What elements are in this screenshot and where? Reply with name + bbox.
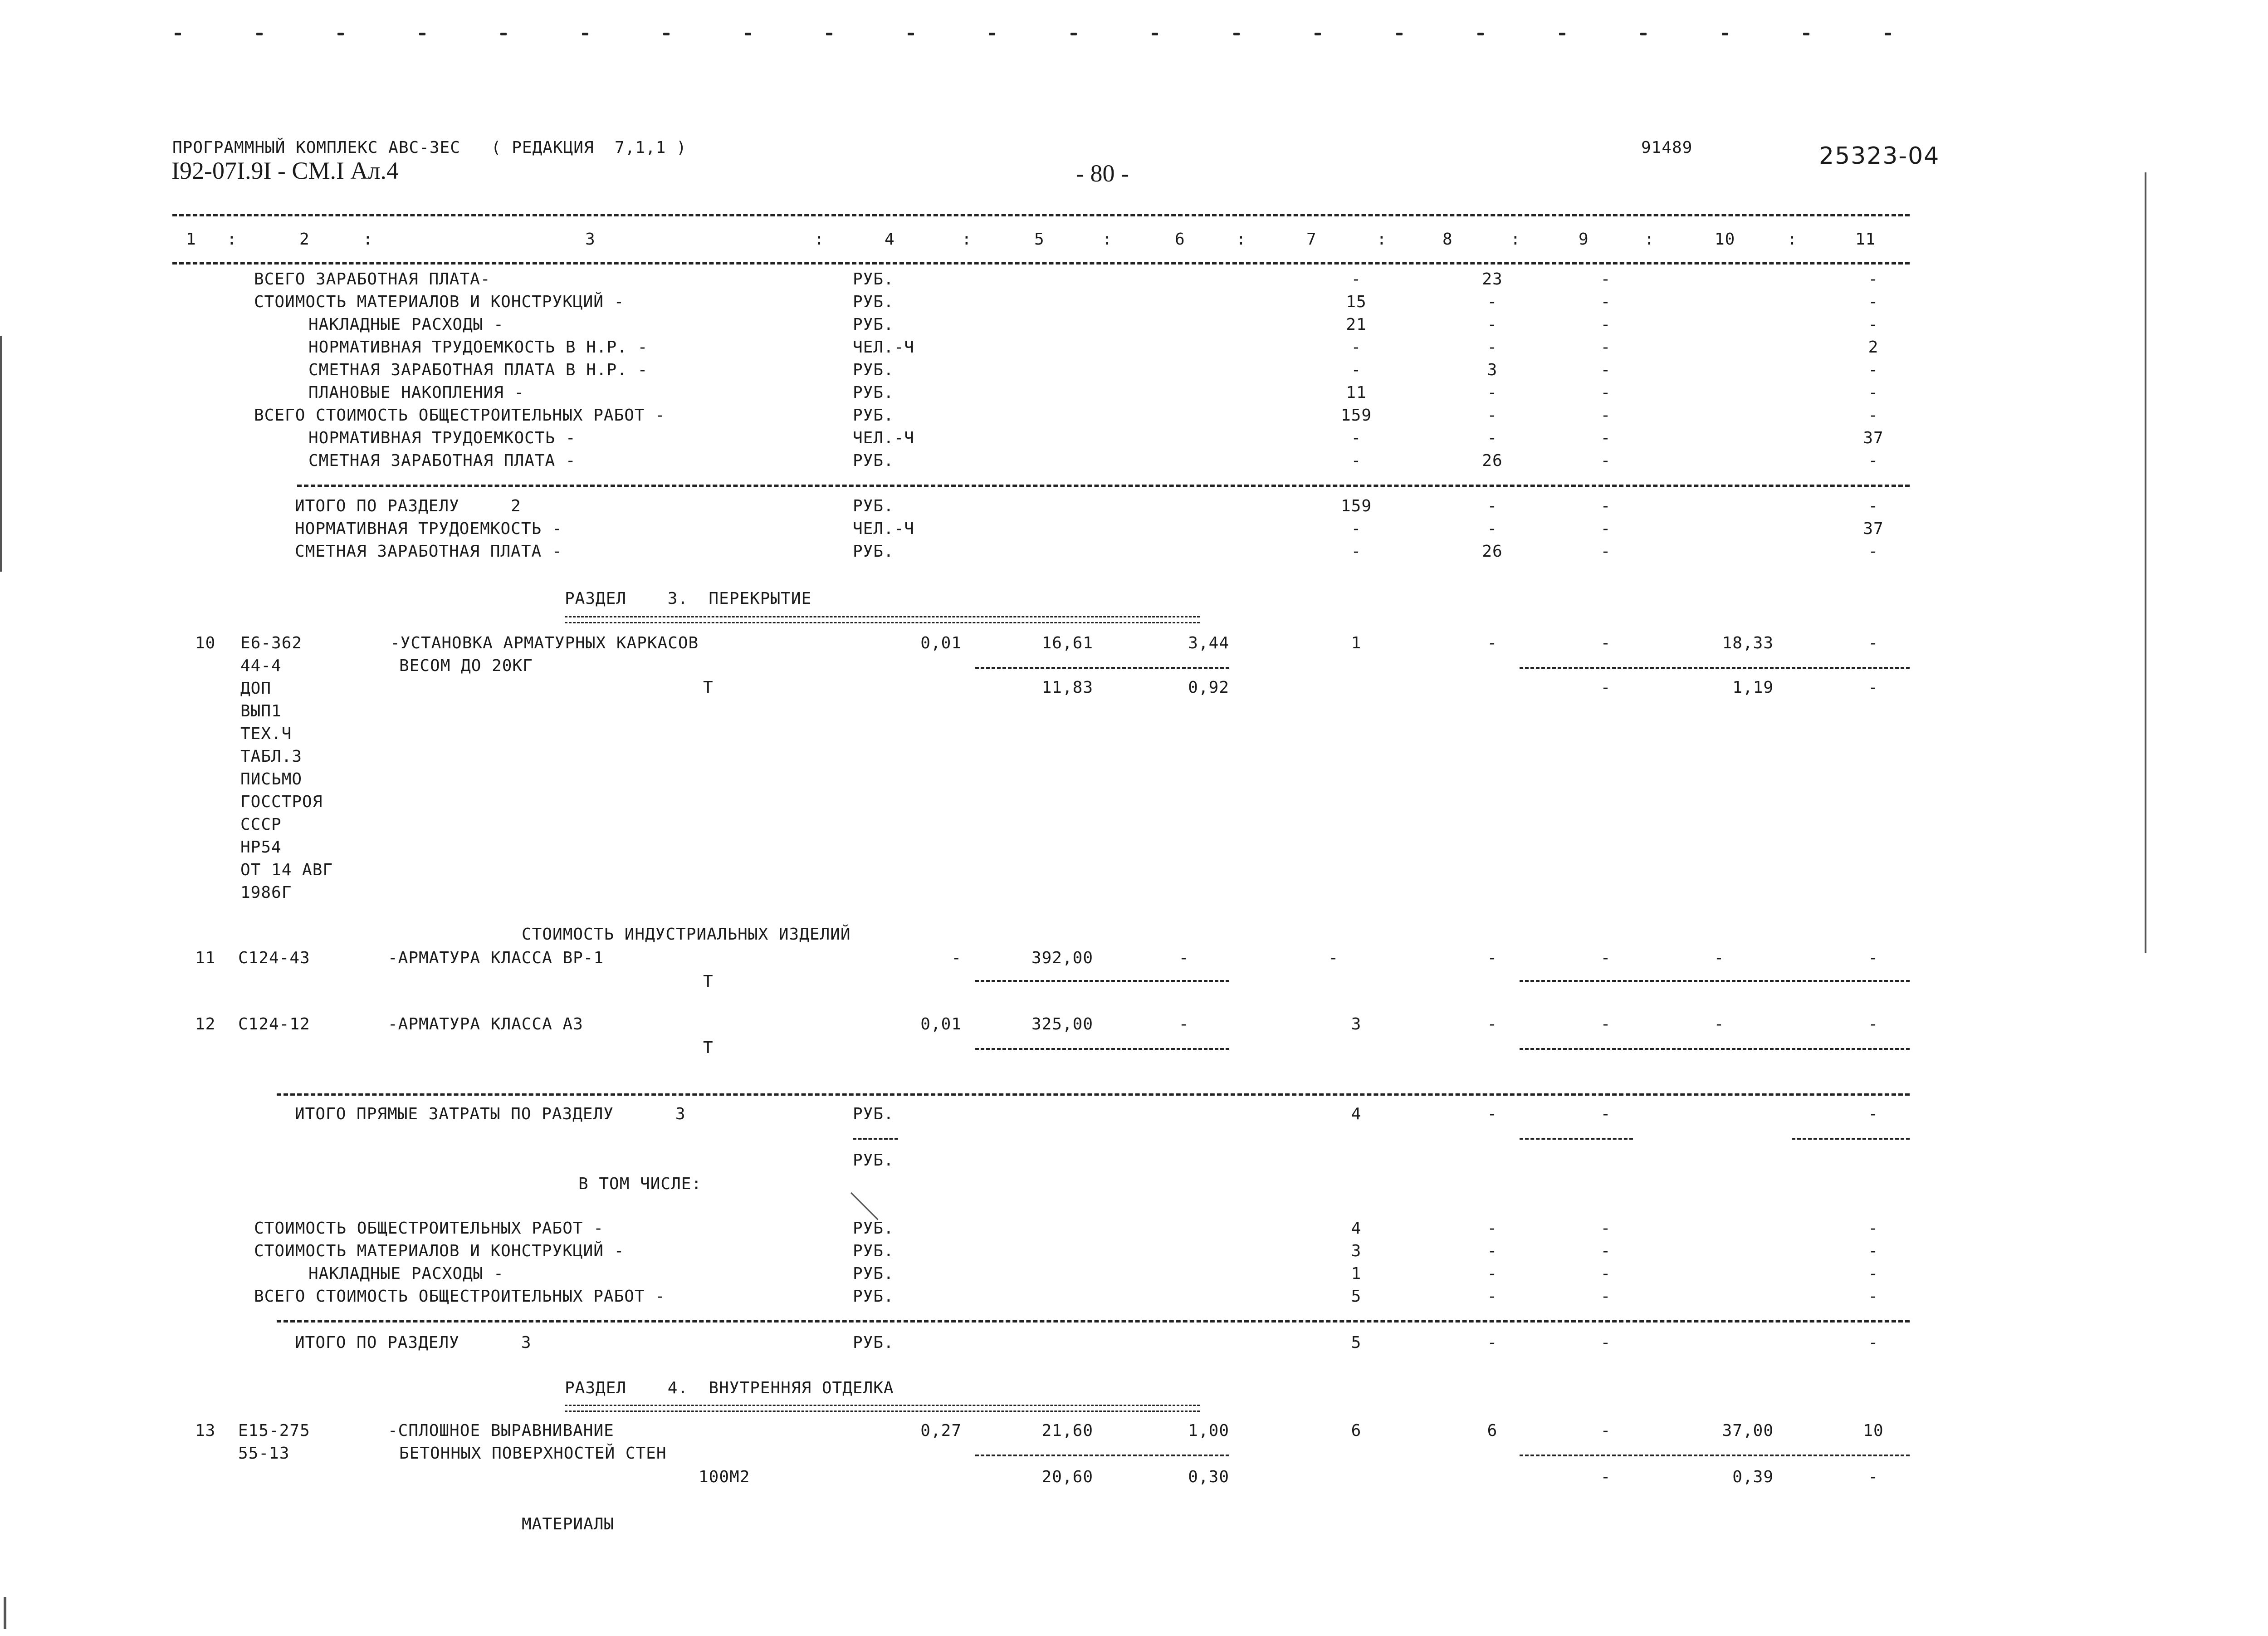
row-label: НАКЛАДНЫЕ РАСХОДЫ - — [308, 315, 504, 334]
cell-rule — [1520, 980, 1910, 982]
col9-value: - — [1600, 361, 1611, 379]
industrial-products-heading: СТОИМОСТЬ ИНДУСТРИАЛЬНЫХ ИЗДЕЛИЙ — [522, 925, 851, 944]
row-label: СТОИМОСТЬ МАТЕРИАЛОВ И КОНСТРУКЦИЙ - — [254, 293, 625, 311]
row-unit: РУБ. — [853, 315, 894, 334]
column-separator: : — [1377, 230, 1387, 249]
col10-value: 0,39 — [1732, 1468, 1774, 1486]
document-code: I92-07I.9I - СМ.I Ал.4 — [171, 157, 399, 184]
punch-mark — [908, 33, 914, 35]
row-label: НОРМАТИВНАЯ ТРУДОЕМКОСТЬ - — [308, 429, 576, 447]
col7-value: 3 — [1351, 1242, 1362, 1260]
col8-value: 6 — [1487, 1421, 1498, 1440]
item-description: -АРМАТУРА КЛАССА ВР-1 — [388, 949, 604, 967]
row-unit: ЧЕЛ.-Ч — [853, 429, 915, 447]
col10-value: 1,19 — [1732, 678, 1774, 697]
row-unit: РУБ. — [853, 1287, 894, 1306]
col11-value: - — [1868, 383, 1879, 402]
col9-value: - — [1600, 1468, 1611, 1486]
col11-value: - — [1868, 1287, 1879, 1306]
col11-value: - — [1868, 1242, 1879, 1260]
item-quantity: 0,27 — [920, 1421, 962, 1440]
row-label: СМЕТНАЯ ЗАРАБОТНАЯ ПЛАТА В Н.Р. - — [308, 361, 648, 379]
col7-value: 159 — [1340, 406, 1372, 425]
col11-value: 37 — [1863, 519, 1884, 538]
col7-value: 5 — [1351, 1287, 1362, 1306]
item-unit: Т — [703, 972, 714, 991]
justification-note: НР54 — [240, 838, 282, 857]
item-description: -СПЛОШНОЕ ВЫРАВНИВАНИЕ — [388, 1421, 614, 1440]
cell-rule — [975, 1048, 1229, 1050]
col9-value: - — [1600, 1333, 1611, 1352]
col7-value: 3 — [1351, 1015, 1362, 1034]
column-separator: : — [814, 230, 825, 249]
col11-value: - — [1868, 949, 1879, 967]
section3-title: РАЗДЕЛ 3. ПЕРЕКРЫТИЕ — [565, 589, 812, 608]
corner-mark — [4, 1597, 6, 1629]
section3-direct-rule — [277, 1093, 1910, 1096]
col6-value: 0,30 — [1188, 1468, 1229, 1486]
item-description: -УСТАНОВКА АРМАТУРНЫХ КАРКАСОВ — [390, 634, 699, 652]
col7-value: - — [1351, 542, 1362, 561]
justification-note: ОТ 14 АВГ — [240, 861, 333, 879]
punch-mark — [989, 33, 995, 35]
column-header-1: 1 — [186, 230, 196, 249]
section4-title-underline — [565, 1405, 1200, 1412]
cell-rule — [975, 667, 1229, 669]
col9-value: - — [1600, 429, 1611, 447]
col8-value: - — [1487, 1287, 1498, 1306]
col6-value: 1,00 — [1188, 1421, 1229, 1440]
cell-rule — [1520, 1048, 1910, 1050]
col9-value: - — [1600, 1421, 1611, 1440]
row-label: НОРМАТИВНАЯ ТРУДОЕМКОСТЬ - — [295, 519, 562, 538]
item-unit: Т — [703, 1038, 714, 1057]
col7-value: 11 — [1346, 383, 1367, 402]
col7-value: - — [1328, 949, 1339, 967]
punch-mark — [500, 33, 507, 35]
col7-value: 159 — [1340, 497, 1372, 515]
section2-subtotal-rule — [297, 485, 1910, 487]
row-unit: РУБ. — [853, 361, 894, 379]
item-number: 11 — [195, 949, 216, 967]
punch-mark — [1559, 33, 1565, 35]
punch-mark — [1152, 33, 1158, 35]
item-code: С124-12 — [238, 1015, 310, 1034]
col5-value: 20,60 — [1041, 1468, 1093, 1486]
cell-rule — [1520, 667, 1910, 669]
row-unit: РУБ. — [853, 383, 894, 402]
col11-value: 37 — [1863, 429, 1884, 447]
col9-value: - — [1600, 270, 1611, 289]
column-separator: : — [1510, 230, 1521, 249]
col9-value: - — [1600, 383, 1611, 402]
col7-value: - — [1351, 451, 1362, 470]
punch-mark — [1396, 33, 1403, 35]
col6-value: - — [1178, 949, 1189, 967]
col9-value: - — [1600, 1105, 1611, 1123]
punch-mark — [419, 33, 425, 35]
column-header-3: 3 — [585, 230, 596, 249]
col8-value: - — [1487, 497, 1498, 515]
item-description-2: БЕТОННЫХ ПОВЕРХНОСТЕЙ СТЕН — [399, 1444, 667, 1463]
column-header-4: 4 — [885, 230, 895, 249]
col8-value: - — [1487, 1242, 1498, 1260]
margin-rule-right — [2145, 172, 2146, 953]
row-unit: РУБ. — [853, 1333, 894, 1352]
col11-value: - — [1868, 678, 1879, 697]
col9-value: - — [1600, 315, 1611, 334]
cell-rule — [1792, 1138, 1910, 1140]
col10-value: 37,00 — [1722, 1421, 1774, 1440]
col7-value: 1 — [1351, 634, 1362, 652]
justification-note: ТЕХ.Ч — [240, 725, 292, 743]
program-header: ПРОГРАММНЫЙ КОМПЛЕКС АВС-3ЕС ( РЕДАКЦИЯ 7,1,1 ) — [172, 138, 687, 157]
col9-value: - — [1600, 451, 1611, 470]
row-label: НОРМАТИВНАЯ ТРУДОЕМКОСТЬ В Н.Р. - — [308, 338, 648, 357]
item-unit: Т — [703, 678, 714, 697]
row-label: ВСЕГО СТОИМОСТЬ ОБЩЕСТРОИТЕЛЬНЫХ РАБОТ - — [254, 1287, 665, 1306]
slash-mark — [850, 1192, 879, 1220]
col10-value: - — [1714, 1015, 1725, 1034]
col7-value: 5 — [1351, 1333, 1362, 1352]
header-code-right: 25323-04 — [1819, 142, 1940, 170]
col9-value: - — [1600, 1219, 1611, 1238]
row-unit: ЧЕЛ.-Ч — [853, 338, 915, 357]
col5-value: 11,83 — [1041, 678, 1093, 697]
row-label: СМЕТНАЯ ЗАРАБОТНАЯ ПЛАТА - — [295, 542, 562, 561]
column-header-8: 8 — [1442, 230, 1453, 249]
row-label: СМЕТНАЯ ЗАРАБОТНАЯ ПЛАТА - — [308, 451, 576, 470]
col11-value: - — [1868, 451, 1879, 470]
col5-value: 21,60 — [1041, 1421, 1093, 1440]
col6-value: 0,92 — [1188, 678, 1229, 697]
col9-value: - — [1600, 634, 1611, 652]
item-quantity: - — [951, 949, 962, 967]
justification-note: 44-4 — [240, 656, 282, 675]
col11-value: - — [1868, 1333, 1879, 1352]
col9-value: - — [1600, 519, 1611, 538]
margin-rule-left — [0, 336, 2, 572]
col7-value: - — [1351, 270, 1362, 289]
col7-value: 21 — [1346, 315, 1367, 334]
col8-value: - — [1487, 1015, 1498, 1034]
column-separator: : — [1102, 230, 1113, 249]
materials-heading: МАТЕРИАЛЫ — [522, 1515, 615, 1533]
item-code-2: 55-13 — [238, 1444, 290, 1463]
col11-value: - — [1868, 634, 1879, 652]
item-description-2: ВЕСОМ ДО 20КГ — [399, 656, 533, 675]
row-label: ИТОГО ПО РАЗДЕЛУ 2 — [295, 497, 521, 515]
row-unit: РУБ. — [853, 1219, 894, 1238]
row-unit: РУБ. — [853, 293, 894, 311]
punch-mark — [582, 33, 588, 35]
item-number: 10 — [195, 634, 216, 652]
col11-value: - — [1868, 315, 1879, 334]
col6-value: - — [1178, 1015, 1189, 1034]
row-unit-2: РУБ. — [853, 1151, 894, 1170]
row-unit: РУБ. — [853, 1105, 894, 1123]
justification-note: ПИСЬМО — [240, 770, 303, 789]
row-label: ИТОГО ПРЯМЫЕ ЗАТРАТЫ ПО РАЗДЕЛУ 3 — [295, 1105, 686, 1123]
col9-value: - — [1600, 678, 1611, 697]
col8-value: - — [1487, 1264, 1498, 1283]
column-separator: : — [1787, 230, 1798, 249]
col6-value: 3,44 — [1188, 634, 1229, 652]
item-number: 13 — [195, 1421, 216, 1440]
col8-value: - — [1487, 519, 1498, 538]
section3-title-underline — [565, 616, 1200, 623]
col5-value: 392,00 — [1031, 949, 1093, 967]
row-label: ВСЕГО СТОИМОСТЬ ОБЩЕСТРОИТЕЛЬНЫХ РАБОТ - — [254, 406, 665, 425]
table-top-rule — [172, 214, 1910, 216]
col8-value: - — [1487, 1105, 1498, 1123]
punch-mark — [1885, 33, 1891, 35]
row-unit: РУБ. — [853, 497, 894, 515]
column-separator: : — [363, 230, 373, 249]
justification-note: 1986Г — [240, 883, 292, 902]
col8-value: 26 — [1482, 451, 1503, 470]
col11-value: - — [1868, 1105, 1879, 1123]
row-unit: РУБ. — [853, 406, 894, 425]
column-separator: : — [1644, 230, 1655, 249]
item-quantity: 0,01 — [920, 634, 962, 652]
row-unit: РУБ. — [853, 1264, 894, 1283]
col7-value: 15 — [1346, 293, 1367, 311]
row-label: ВСЕГО ЗАРАБОТНАЯ ПЛАТА- — [254, 270, 491, 289]
col7-value: - — [1351, 429, 1362, 447]
row-unit: РУБ. — [853, 1242, 894, 1260]
col8-value: 3 — [1487, 361, 1498, 379]
col11-value: 2 — [1868, 338, 1879, 357]
col9-value: - — [1600, 1242, 1611, 1260]
punch-mark — [175, 33, 181, 35]
col8-value: 26 — [1482, 542, 1503, 561]
column-header-6: 6 — [1175, 230, 1185, 249]
col8-value: 23 — [1482, 270, 1503, 289]
col11-value: - — [1868, 1264, 1879, 1283]
col8-value: - — [1487, 293, 1498, 311]
cell-rule — [1520, 1455, 1910, 1456]
col11-value: - — [1868, 1015, 1879, 1034]
section3-total-rule — [277, 1320, 1910, 1323]
row-label: СТОИМОСТЬ МАТЕРИАЛОВ И КОНСТРУКЦИЙ - — [254, 1242, 625, 1260]
item-quantity: 0,01 — [920, 1015, 962, 1034]
column-header-2: 2 — [299, 230, 310, 249]
col8-value: - — [1487, 949, 1498, 967]
row-unit: РУБ. — [853, 451, 894, 470]
item-unit: 100М2 — [699, 1468, 750, 1486]
justification-note: ВЫП1 — [240, 702, 282, 720]
row-unit: ЧЕЛ.-Ч — [853, 519, 915, 538]
col9-value: - — [1600, 1264, 1611, 1283]
col7-value: 1 — [1351, 1264, 1362, 1283]
col9-value: - — [1600, 1287, 1611, 1306]
col7-value: - — [1351, 519, 1362, 538]
column-separator: : — [227, 230, 237, 249]
row-unit: РУБ. — [853, 270, 894, 289]
column-header-11: 11 — [1855, 230, 1876, 249]
column-separator: : — [962, 230, 972, 249]
col5-value: 325,00 — [1031, 1015, 1093, 1034]
punch-mark — [1070, 33, 1077, 35]
punch-mark — [1477, 33, 1484, 35]
cell-rule — [975, 1455, 1229, 1456]
punch-mark — [1233, 33, 1240, 35]
row-unit: РУБ. — [853, 542, 894, 561]
col7-value: 4 — [1351, 1219, 1362, 1238]
punch-mark — [663, 33, 670, 35]
row-label: НАКЛАДНЫЕ РАСХОДЫ - — [308, 1264, 504, 1283]
punch-mark — [826, 33, 832, 35]
col11-value: - — [1868, 542, 1879, 561]
page-number: - 80 - — [1076, 160, 1129, 187]
cell-rule — [975, 980, 1229, 982]
col7-value: 4 — [1351, 1105, 1362, 1123]
col11-value: - — [1868, 406, 1879, 425]
item-code: Е15-275 — [238, 1421, 310, 1440]
cell-rule — [1520, 1138, 1633, 1140]
column-header-9: 9 — [1579, 230, 1589, 249]
item-number: 12 — [195, 1015, 216, 1034]
punch-mark — [1803, 33, 1809, 35]
row-label: СТОИМОСТЬ ОБЩЕСТРОИТЕЛЬНЫХ РАБОТ - — [254, 1219, 604, 1238]
col9-value: - — [1600, 497, 1611, 515]
section4-title: РАЗДЕЛ 4. ВНУТРЕННЯЯ ОТДЕЛКА — [565, 1379, 894, 1397]
punch-mark — [1640, 33, 1647, 35]
cell-rule — [853, 1138, 898, 1140]
punch-mark — [1722, 33, 1728, 35]
col7-value: 6 — [1351, 1421, 1362, 1440]
col11-value: - — [1868, 361, 1879, 379]
col8-value: - — [1487, 406, 1498, 425]
justification-note: ГОССТРОЯ — [240, 793, 323, 811]
col8-value: - — [1487, 338, 1498, 357]
col5-value: 16,61 — [1041, 634, 1093, 652]
col11-value: - — [1868, 1468, 1879, 1486]
row-label: ИТОГО ПО РАЗДЕЛУ 3 — [295, 1333, 532, 1352]
col11-value: - — [1868, 270, 1879, 289]
item-description: -АРМАТУРА КЛАССА А3 — [388, 1015, 583, 1034]
col9-value: - — [1600, 338, 1611, 357]
col9-value: - — [1600, 542, 1611, 561]
col11-value: 10 — [1863, 1421, 1884, 1440]
column-separator: : — [1236, 230, 1246, 249]
item-code: Е6-362 — [240, 634, 303, 652]
col11-value: - — [1868, 497, 1879, 515]
punch-mark — [1315, 33, 1321, 35]
col11-value: - — [1868, 293, 1879, 311]
col7-value: - — [1351, 361, 1362, 379]
col8-value: - — [1487, 634, 1498, 652]
column-header-5: 5 — [1034, 230, 1045, 249]
justification-note: ДОП — [240, 679, 272, 698]
col10-value: - — [1714, 949, 1725, 967]
punch-mark — [337, 33, 344, 35]
including-label: В ТОМ ЧИСЛЕ: — [578, 1175, 702, 1193]
col7-value: - — [1351, 338, 1362, 357]
column-header-7: 7 — [1306, 230, 1317, 249]
row-label: ПЛАНОВЫЕ НАКОПЛЕНИЯ - — [308, 383, 525, 402]
justification-note: СССР — [240, 815, 282, 834]
col8-value: - — [1487, 1333, 1498, 1352]
justification-note: ТАБЛ.3 — [240, 747, 303, 766]
col9-value: - — [1600, 406, 1611, 425]
col8-value: - — [1487, 315, 1498, 334]
item-code: С124-43 — [238, 949, 310, 967]
col8-value: - — [1487, 429, 1498, 447]
column-header-rule — [172, 262, 1910, 265]
column-header-10: 10 — [1715, 230, 1735, 249]
punch-mark — [745, 33, 751, 35]
col9-value: - — [1600, 949, 1611, 967]
col8-value: - — [1487, 383, 1498, 402]
col9-value: - — [1600, 1015, 1611, 1034]
col11-value: - — [1868, 1219, 1879, 1238]
col10-value: 18,33 — [1722, 634, 1774, 652]
header-code-left: 91489 — [1641, 138, 1693, 157]
col8-value: - — [1487, 1219, 1498, 1238]
punch-mark — [256, 33, 263, 35]
col9-value: - — [1600, 293, 1611, 311]
